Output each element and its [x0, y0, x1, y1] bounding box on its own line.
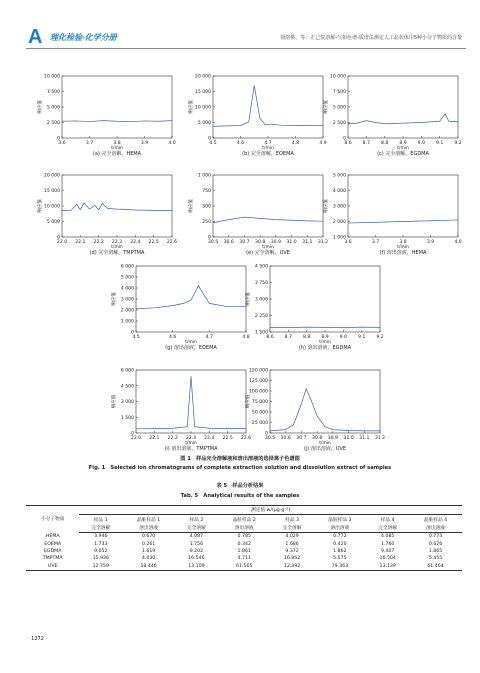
y-tick-label: 2 000: [120, 308, 134, 314]
y-tick-label: 0: [208, 235, 211, 241]
plot-frame: [270, 370, 380, 433]
chromatogram-svg-a: [38, 74, 176, 151]
y-tick-label: 0: [57, 136, 60, 142]
value-cell: 0.676: [428, 541, 443, 547]
column-subheader-5: 完全溶解: [271, 524, 314, 533]
x-tick-label: 4.0: [168, 141, 176, 146]
plot-frame: [213, 76, 323, 138]
y-axis-label: 响应值: [112, 292, 117, 306]
value-cell: 16.852: [283, 556, 301, 562]
x-tick-label: 22.6: [240, 436, 252, 441]
panel-caption-i: (i) 溶出溶液，TMPTMA: [164, 446, 218, 452]
value-cell: 12.392: [271, 563, 314, 571]
x-tick-label: 30.9: [327, 436, 338, 441]
chromatogram-trace: [62, 121, 172, 122]
column-header-4: 晶脏样品 2: [232, 517, 256, 523]
y-tick-label: 250: [202, 220, 211, 226]
y-tick-label: 75 000: [251, 400, 268, 406]
value-cell: 4.430: [141, 556, 156, 562]
journal-name: 理化检验-化学分册: [50, 33, 117, 42]
x-tick-label: 3.9: [140, 141, 149, 146]
x-tick-label: 22.5: [148, 240, 159, 245]
table-body: [26, 533, 462, 571]
x-tick-label: 8.9: [399, 141, 407, 146]
value-cell: 4.711: [237, 556, 251, 562]
plot-frame: [348, 76, 458, 138]
compound-name-cell: EOEMA: [44, 541, 62, 547]
value-cell: 9.052: [94, 549, 108, 555]
y-tick-label: 0: [131, 431, 134, 437]
y-tick-label: 20 000: [194, 74, 211, 80]
column-header-3: 样品 2: [189, 517, 204, 523]
value-cell: 1.686: [285, 541, 299, 547]
y-tick-label: 750: [202, 189, 211, 195]
figure-caption-en: Fig. 1 Selected ion chromatograms of complete extraction solution and dissolution extract of samples: [88, 465, 392, 471]
x-tick-label: 31.0: [286, 240, 297, 245]
value-cell: 1.733: [94, 541, 108, 547]
panel-caption-a: (a) 完全溶解，HEMA: [92, 151, 142, 157]
y-tick-label: 4 000: [332, 189, 346, 195]
x-tick-label: 31.2: [374, 436, 386, 441]
x-tick-label: 9.2: [454, 141, 462, 146]
y-tick-label: 3 000: [120, 400, 134, 406]
x-tick-label: 9.2: [376, 335, 384, 340]
results-table: [26, 505, 462, 571]
page-header: [26, 26, 466, 49]
y-axis-label: 响应值: [324, 199, 329, 213]
x-tick-label: 4.5: [209, 141, 217, 146]
y-tick-label: 6 000: [120, 264, 134, 270]
running-head: 徐韵桃，等：正己烷溶解-气相色谱-质谱法测定人工晶状体中5种小分子物质的含量: [280, 35, 462, 41]
y-tick-label: 1 500: [120, 415, 134, 421]
column-header-row-1: [26, 515, 462, 524]
value-cell: 0.772: [333, 534, 347, 540]
x-tick-label: 22.2: [167, 436, 178, 441]
x-tick-label: 8.7: [284, 335, 292, 340]
chromatogram-panel-a: [38, 74, 176, 157]
value-cell: 61.464: [409, 563, 462, 571]
x-tick-label: 9.0: [339, 335, 347, 340]
value-cell: 1.619: [141, 549, 156, 555]
x-tick-label: 4.9: [319, 141, 327, 146]
value-cell: 0.773: [428, 534, 443, 540]
chromatogram-panel-e: [189, 173, 329, 256]
chromatogram-trace: [136, 286, 246, 309]
column-header-6: 晶脏样品 3: [328, 517, 352, 523]
y-tick-label: 2 250: [254, 314, 268, 320]
x-axis-label: t/min: [185, 441, 197, 446]
y-tick-label: 3 000: [120, 297, 134, 303]
y-tick-label: 10 000: [194, 105, 211, 111]
x-tick-label: 22.2: [93, 240, 104, 245]
y-tick-label: 0: [265, 431, 268, 437]
x-tick-label: 31.2: [317, 240, 329, 245]
chromatogram-svg-g: [112, 264, 250, 345]
row-header-cell: 小分子物质: [26, 506, 79, 533]
y-tick-label: 500: [202, 204, 211, 210]
x-tick-label: 30.5: [264, 436, 276, 441]
compound-name-cell: UVE: [26, 563, 79, 571]
y-tick-label: 15 000: [194, 90, 211, 96]
x-tick-label: 30.7: [239, 240, 250, 245]
x-tick-label: 9.1: [436, 141, 444, 146]
value-cell: 0.420: [333, 541, 347, 547]
x-axis-label: t/min: [111, 245, 123, 250]
x-axis-label: t/min: [262, 146, 274, 151]
x-tick-label: 4.7: [264, 141, 272, 146]
y-axis-label: 响应值: [112, 394, 117, 409]
table-row: [26, 548, 462, 555]
column-subheader-1: 完全溶解: [79, 524, 122, 533]
x-tick-label: 31.0: [343, 436, 354, 441]
y-tick-label: 2 500: [332, 121, 346, 127]
x-tick-label: 30.8: [255, 240, 266, 245]
x-tick-label: 30.5: [207, 240, 219, 245]
y-tick-label: 5 000: [332, 105, 346, 111]
y-tick-label: 15 000: [43, 189, 60, 195]
chromatogram-panel-f: [324, 173, 462, 256]
value-cell: 1.861: [237, 549, 251, 555]
y-tick-label: 5 000: [332, 173, 346, 179]
value-cell: 1.862: [333, 549, 347, 555]
x-tick-label: 8.8: [381, 141, 389, 146]
x-tick-label: 3.7: [85, 141, 94, 146]
table-caption-en: Tab. 5 Analytical results of the samples: [180, 493, 300, 499]
x-tick-label: 4.7: [205, 335, 213, 340]
chromatogram-svg-b: [189, 74, 327, 151]
column-header-7: 样品 4: [380, 517, 395, 523]
value-cell: 16.546: [188, 556, 205, 562]
panel-caption-e: (e) 完全溶解，UVE: [246, 250, 290, 256]
column-subheader-2: 溶出溶液: [122, 524, 175, 533]
value-cell: 0.342: [237, 541, 251, 547]
value-cell: 0.670: [141, 534, 156, 540]
y-tick-label: 10 000: [43, 74, 60, 80]
x-tick-label: 9.1: [358, 335, 366, 340]
x-tick-label: 22.6: [166, 240, 178, 245]
value-cell: 9.372: [285, 549, 299, 555]
y-tick-label: 2 000: [332, 220, 346, 226]
x-tick-label: 30.7: [296, 436, 307, 441]
y-tick-label: 4 500: [120, 384, 134, 390]
plot-frame: [348, 175, 458, 237]
x-tick-label: 3.6: [58, 141, 66, 146]
x-tick-label: 3.8: [399, 240, 407, 245]
y-tick-label: 1 000: [197, 173, 211, 179]
x-tick-label: 4.6: [169, 335, 177, 340]
y-tick-label: 10 000: [329, 74, 346, 80]
y-tick-label: 1 000: [120, 319, 134, 325]
x-tick-label: 8.7: [362, 141, 370, 146]
column-header-2: 晶脏样品 1: [136, 517, 161, 523]
group-header-cell: 测定值 w/(μg·g⁻¹): [79, 506, 462, 515]
chromatogram-panel-d: [38, 173, 178, 256]
column-subheader-4: 溶出溶液: [218, 524, 271, 533]
x-tick-label: 30.6: [223, 240, 234, 245]
x-tick-label: 30.9: [270, 240, 281, 245]
figure-caption-zh: 图 1 样品完全溶解液和溶出溶液的选择离子色谱图: [180, 456, 300, 462]
chromatogram-svg-d: [38, 173, 178, 250]
y-tick-label: 10 000: [43, 204, 60, 210]
column-header-5: 样品 3: [285, 517, 299, 523]
value-cell: 79.363: [313, 563, 366, 571]
y-tick-label: 7 500: [46, 90, 60, 96]
y-tick-label: 0: [57, 235, 60, 241]
value-cell: 16.504: [379, 556, 396, 562]
value-cell: 12.759: [79, 563, 122, 571]
table-row: [26, 563, 462, 571]
x-tick-label: 30.6: [280, 436, 291, 441]
chromatogram-panel-c: [324, 74, 462, 157]
plot-frame: [270, 266, 380, 332]
y-tick-label: 125 000: [249, 379, 268, 385]
page-number: · 1272 ·: [28, 636, 48, 642]
value-cell: 15.936: [92, 556, 109, 562]
compound-name-cell: TMPTMA: [42, 556, 63, 562]
y-tick-label: 0: [343, 136, 346, 142]
y-tick-label: 5 000: [120, 275, 134, 281]
x-tick-label: 22.3: [185, 436, 197, 441]
table-caption-zh: 表 5 样品分析结果: [216, 483, 264, 489]
value-cell: 58.446: [122, 563, 175, 571]
y-tick-label: 150 000: [249, 368, 268, 374]
x-tick-label: 4.6: [236, 141, 245, 146]
value-cell: 9.202: [189, 549, 204, 555]
x-tick-label: 22.1: [75, 240, 86, 245]
x-tick-label: 9.0: [417, 141, 425, 146]
plot-frame: [62, 76, 172, 138]
column-header-row-2: [26, 524, 462, 533]
y-axis-label: 响应值: [189, 199, 194, 213]
y-tick-label: 20 000: [43, 173, 60, 179]
chromatogram-svg-c: [324, 74, 462, 151]
value-cell: 5.455: [428, 556, 443, 562]
y-tick-label: 4 500: [254, 264, 268, 270]
x-axis-label: t/min: [397, 245, 409, 250]
table-row: [26, 555, 462, 562]
x-tick-label: 8.6: [344, 141, 352, 146]
column-subheader-7: 完全溶解: [366, 524, 409, 533]
y-axis-label: 响应值: [324, 100, 329, 114]
chromatogram-trace: [270, 389, 380, 431]
chromatogram-svg-f: [324, 173, 462, 250]
chromatogram-trace: [348, 114, 458, 124]
x-tick-label: 3.9: [426, 240, 435, 245]
value-cell: 61.565: [218, 563, 271, 571]
y-tick-label: 5 000: [46, 220, 60, 226]
panel-caption-f: (f) 溶出溶液，HEMA: [379, 250, 427, 256]
y-tick-label: 50 000: [251, 410, 268, 416]
x-tick-label: 31.1: [302, 240, 313, 245]
panel-caption-g: (g) 溶出溶液，EOEMA: [165, 345, 217, 351]
value-cell: 9.407: [380, 549, 395, 555]
y-tick-label: 6 000: [120, 368, 134, 374]
y-axis-label: 响应值: [38, 100, 43, 114]
x-tick-label: 22.1: [149, 436, 160, 441]
value-cell: 13.109: [175, 563, 218, 571]
chromatogram-panel-i: [112, 368, 252, 452]
chromatogram-panel-b: [189, 74, 327, 157]
y-tick-label: 7 500: [332, 90, 346, 96]
x-tick-label: 30.8: [312, 436, 323, 441]
table-row: [26, 533, 462, 541]
value-cell: 0.261: [141, 541, 156, 547]
x-tick-label: 22.3: [111, 240, 123, 245]
panel-caption-b: (b) 完全溶解，EOEMA: [242, 151, 294, 157]
x-tick-label: 3.6: [344, 240, 352, 245]
plot-frame: [213, 175, 323, 237]
chromatogram-trace: [136, 376, 246, 429]
x-tick-label: 22.0: [130, 436, 142, 441]
y-tick-label: 5 000: [197, 121, 211, 127]
y-axis-label: 响应值: [38, 199, 43, 213]
x-tick-label: 4.5: [132, 335, 140, 340]
value-cell: 4.085: [380, 534, 395, 540]
x-tick-label: 22.0: [56, 240, 68, 245]
x-tick-label: 4.8: [291, 141, 300, 146]
chromatogram-trace: [213, 85, 323, 126]
value-cell: 4.087: [189, 534, 204, 540]
y-tick-label: 3 750: [254, 281, 268, 287]
x-axis-label: t/min: [262, 245, 274, 250]
chromatogram-panel-g: [112, 264, 250, 351]
plot-frame: [136, 266, 246, 332]
x-tick-label: 22.5: [222, 436, 233, 441]
chromatogram-trace: [62, 203, 172, 211]
value-cell: 0.785: [237, 534, 251, 540]
plot-frame: [62, 175, 172, 237]
column-subheader-8: 溶出溶液: [409, 524, 462, 533]
compound-name-cell: EGDMA: [43, 549, 62, 555]
journal-logo-icon: A: [28, 26, 43, 48]
y-tick-label: 3 000: [332, 204, 346, 210]
x-tick-label: 3.7: [371, 240, 380, 245]
x-tick-label: 4.0: [454, 240, 462, 245]
column-header-8: 晶脏样品 4: [423, 517, 448, 523]
table-header-row: [26, 506, 462, 515]
y-tick-label: 25 000: [251, 421, 268, 427]
value-cell: 1.760: [380, 541, 395, 547]
compound-name-cell: HEMA: [45, 534, 60, 540]
x-tick-label: 8.6: [266, 335, 274, 340]
x-axis-label: t/min: [111, 146, 123, 151]
value-cell: 3.946: [94, 534, 108, 540]
chromatogram-trace: [348, 220, 458, 223]
x-axis-label: t/min: [185, 340, 197, 345]
x-tick-label: 8.8: [303, 335, 311, 340]
y-tick-label: 2 500: [46, 121, 60, 127]
y-tick-label: 3 000: [254, 297, 268, 303]
value-cell: 1.756: [189, 541, 204, 547]
table-row: [26, 541, 462, 548]
panel-caption-h: (h) 溶出溶液，EGDMA: [298, 345, 352, 351]
y-tick-label: 100 000: [249, 389, 268, 395]
chromatogram-svg-i: [112, 368, 252, 446]
column-subheader-3: 完全溶解: [175, 524, 218, 533]
x-axis-label: t/min: [319, 441, 331, 446]
y-axis-label: 响应值: [246, 292, 251, 306]
column-header-1: 样品 1: [93, 517, 108, 523]
value-cell: 1.865: [428, 549, 443, 555]
value-cell: 4.029: [285, 534, 299, 540]
value-cell: 5.575: [333, 556, 347, 562]
column-subheader-6: 溶出溶液: [313, 524, 366, 533]
x-axis-label: t/min: [397, 146, 409, 151]
panel-caption-j: (j) 溶出溶液，UVE: [303, 446, 347, 452]
x-tick-label: 31.1: [359, 436, 370, 441]
y-tick-label: 1 500: [254, 330, 268, 336]
x-tick-label: 22.4: [130, 240, 141, 245]
y-tick-label: 1 000: [332, 235, 346, 241]
y-tick-label: 0: [131, 330, 134, 336]
y-tick-label: 5 000: [46, 105, 60, 111]
x-tick-label: 3.8: [113, 141, 121, 146]
panel-caption-d: (d) 完全溶解，TMPTMA: [89, 250, 145, 256]
y-tick-label: 4 000: [120, 286, 134, 292]
y-axis-label: 响应值: [189, 100, 194, 114]
x-tick-label: 4.8: [242, 335, 250, 340]
x-tick-label: 22.4: [204, 436, 215, 441]
value-cell: 13.139: [366, 563, 409, 571]
y-axis-label: 响应值: [246, 394, 251, 409]
chromatogram-svg-e: [189, 173, 329, 250]
panel-caption-c: (c) 完全溶解，EGDMA: [377, 151, 429, 157]
chromatogram-trace: [213, 217, 323, 223]
x-axis-label: t/min: [319, 340, 331, 345]
x-tick-label: 8.9: [321, 335, 329, 340]
y-tick-label: 0: [208, 136, 211, 142]
